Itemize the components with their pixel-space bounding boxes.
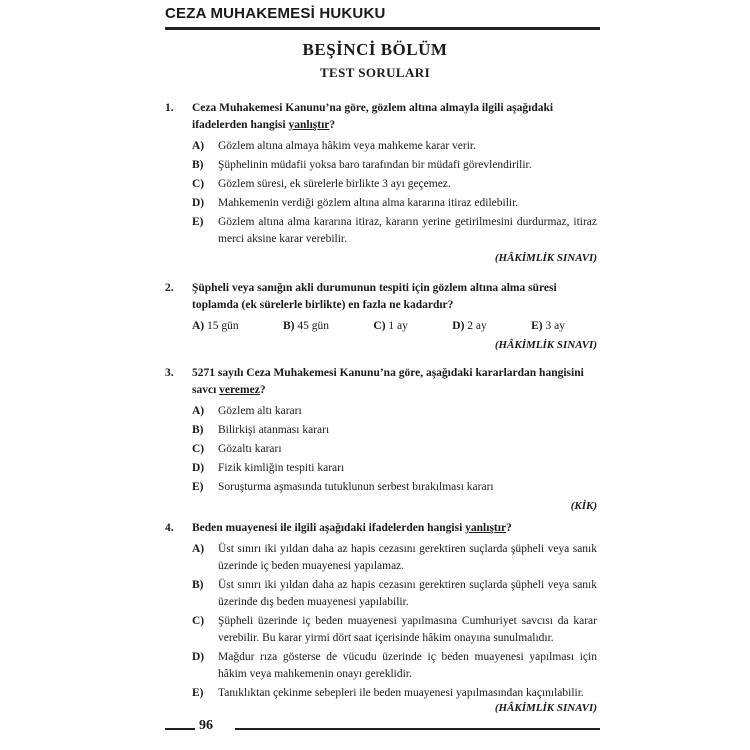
question-source: (KİK): [570, 500, 597, 512]
footer-rule-right: [235, 728, 600, 730]
option-a: A) Üst sınırı iki yıldan daha az hapis cezasını gerektiren suçlarda şüpheli veya sanık üzerinde iç beden muayenesi yapılamaz.: [192, 543, 597, 572]
option-e: E) 3 ay: [531, 320, 565, 332]
question-number: 3.: [165, 367, 174, 379]
option-e: E) Tanıklıktan çekinme sebepleri ile beden muayenesi yapılmasından kaçınılabilir.: [192, 687, 584, 699]
option-c: C) 1 ay: [373, 320, 408, 332]
footer-rule-left: [165, 728, 195, 730]
option-a: A) Gözlem altı kararı: [192, 405, 302, 417]
question-text: 5271 sayılı Ceza Muhakemesi Kanunu’na göre, aşağıdaki kararlardan hangisini savcı veremez?: [192, 367, 584, 396]
option-d: D) Fizik kimliğin tespiti kararı: [192, 462, 345, 474]
question-text: Ceza Muhakemesi Kanunu’na göre, gözlem altına almayla ilgili aşağıdaki ifadelerden hangisi yanlıştır?: [192, 102, 554, 131]
option-c: C) Şüpheli üzerinde iç beden muayenesi yapılmasına Cumhuriyet savcısı da karar verebilir. Bu karar yirmi dört saat içerisinde hâkim onayına sunulmalıdır.: [192, 615, 597, 644]
question-3: [165, 365, 597, 515]
section-subtitle: TEST SORULARI: [319, 65, 431, 80]
option-e: E) Soruşturma aşmasında tutuklunun serbest bırakılması kararı: [192, 481, 494, 493]
question-number: 4.: [165, 522, 174, 534]
page-number: 96: [199, 718, 213, 733]
option-c: C) Gözlem süresi, ek sürelerle birlikte 3 ayı geçemez.: [192, 178, 451, 190]
question-source: (HÂKİMLİK SINAVI): [494, 702, 597, 714]
section-title: BEŞİNCİ BÖLÜM: [302, 40, 448, 59]
question-2: [165, 280, 597, 354]
option-c: C) Gözaltı kararı: [192, 443, 282, 455]
option-b: B) Şüphelinin müdafii yoksa baro tarafından bir müdafi görevlendirilir.: [192, 159, 532, 171]
option-a: A) Gözlem altına almaya hâkim veya mahkeme karar verir.: [192, 140, 476, 152]
option-e: E) Gözlem altına alma kararına itiraz, kararın yerine getirilmesini durdurmaz, itiraz merci aksine karar verebilir.: [192, 216, 597, 245]
question-4: [165, 520, 597, 717]
question-source: (HÂKİMLİK SINAVI): [494, 252, 597, 264]
question-source: (HÂKİMLİK SINAVI): [494, 339, 597, 351]
running-header: CEZA MUHAKEMESİ HUKUKU: [165, 5, 386, 22]
question-number: 1.: [165, 102, 174, 114]
option-b: B) Bilirkişi atanması kararı: [192, 424, 330, 436]
question-1: [165, 100, 597, 267]
option-a: A) 15 gün: [192, 320, 239, 332]
question-number: 2.: [165, 282, 174, 294]
option-b: B) 45 gün: [283, 320, 330, 332]
option-b: B) Üst sınırı iki yıldan daha az hapis cezasını gerektiren suçlarda şüpheli veya sanık üzerinde dış beden muayenesi yapılabilir.: [192, 579, 597, 608]
option-d: D) Mahkemenin verdiği gözlem altına alma kararına itiraz edilebilir.: [192, 197, 519, 209]
header-rule: [165, 27, 600, 30]
question-text: Beden muayenesi ile ilgili aşağıdaki ifadelerden hangisi yanlıştır?: [192, 522, 512, 534]
question-text: Şüpheli veya sanığın akli durumunun tespiti için gözlem altına alma süresi toplamda (ek sürelerle birlikte) en fazla ne kadardır?: [192, 282, 557, 311]
option-d: D) Mağdur rıza gösterse de vücudu üzerinde iç beden muayenesi yapılması için hâkim veya mahkemenin onayı gereklidir.: [192, 651, 597, 680]
inline-options: [192, 318, 597, 335]
option-d: D) 2 ay: [452, 320, 487, 332]
